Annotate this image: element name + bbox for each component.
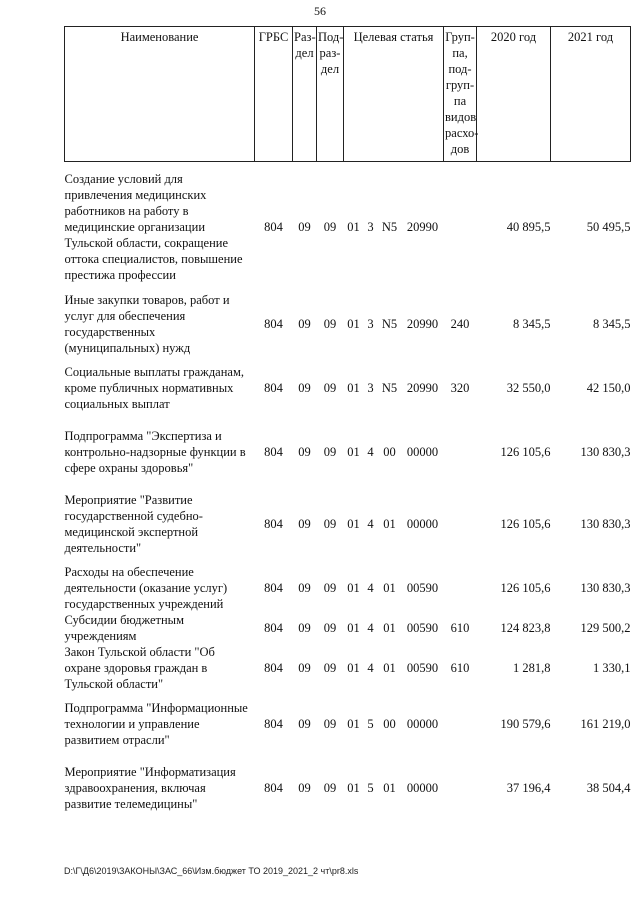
cell-prz: 09 <box>323 219 337 234</box>
cell-t2: 4 <box>367 516 374 531</box>
cell-t2: 3 <box>367 316 374 331</box>
cell-rz: 09 <box>298 516 311 531</box>
cell-rz: 09 <box>298 219 311 234</box>
cell-rz: 09 <box>298 316 311 331</box>
cell-t4: 20990 <box>406 380 439 395</box>
header-2020: 2020 год <box>477 27 551 162</box>
header-grbs: ГРБС <box>255 27 293 162</box>
cell-name: Расходы на обеспечение деятельности (оказание услуг) государственных учреждений <box>64 564 228 611</box>
header-target-article: Целевая статья <box>344 27 444 162</box>
cell-grbs: 804 <box>264 716 283 731</box>
cell-v2020: 37 196,4 <box>506 780 551 795</box>
table-row <box>65 356 631 420</box>
cell-rz: 09 <box>298 716 311 731</box>
cell-v2020: 126 105,6 <box>500 444 551 459</box>
table-row <box>65 484 631 564</box>
cell-name: Закон Тульской области "Об охране здоровья граждан в Тульской области" <box>64 644 215 691</box>
cell-t3: N5 <box>381 219 398 234</box>
cell-prz: 09 <box>323 516 337 531</box>
table-row <box>65 612 631 644</box>
table-row <box>65 292 631 356</box>
header-name: Наименование <box>65 27 255 162</box>
cell-t2: 5 <box>367 716 374 731</box>
cell-t4: 00000 <box>406 716 439 731</box>
cell-t2: 4 <box>367 444 374 459</box>
cell-t4: 00000 <box>406 444 439 459</box>
cell-t4: 20990 <box>406 219 439 234</box>
cell-t3: 00 <box>383 444 396 459</box>
cell-t3: 01 <box>383 780 396 795</box>
cell-prz: 09 <box>323 716 337 731</box>
cell-t2: 3 <box>367 219 374 234</box>
cell-t1: 01 <box>347 444 360 459</box>
cell-name: Иные закупки товаров, работ и услуг для обеспечения государственных (муниципальных) нужд <box>64 292 230 355</box>
cell-prz: 09 <box>323 660 337 675</box>
cell-prz: 09 <box>323 444 337 459</box>
table-row <box>65 756 631 820</box>
cell-grbs: 804 <box>264 620 283 635</box>
cell-t1: 01 <box>347 580 360 595</box>
cell-v2021: 129 500,2 <box>580 620 631 635</box>
cell-prz: 09 <box>323 316 337 331</box>
cell-rz: 09 <box>298 580 311 595</box>
cell-t4: 00590 <box>406 620 439 635</box>
cell-t2: 4 <box>367 620 374 635</box>
cell-v2020: 40 895,5 <box>506 219 551 234</box>
cell-t2: 4 <box>367 580 374 595</box>
cell-rz: 09 <box>298 780 311 795</box>
cell-t3: 01 <box>383 620 396 635</box>
cell-v2021: 161 219,0 <box>580 716 631 731</box>
cell-name: Социальные выплаты гражданам, кроме публичных нормативных социальных выплат <box>64 364 245 411</box>
cell-t4: 20990 <box>406 316 439 331</box>
cell-v2021: 8 345,5 <box>593 316 631 331</box>
cell-name: Мероприятие "Развитие государственной судебно-медицинской экспертной деятельности" <box>64 492 203 555</box>
cell-vr: 610 <box>450 660 470 675</box>
cell-prz: 09 <box>323 620 337 635</box>
cell-grbs: 804 <box>264 380 283 395</box>
cell-t3: N5 <box>381 316 398 331</box>
cell-rz: 09 <box>298 444 311 459</box>
cell-grbs: 804 <box>264 580 283 595</box>
cell-v2021: 50 495,5 <box>586 219 631 234</box>
header-section: Раз-дел <box>293 27 317 162</box>
table-row <box>65 644 631 692</box>
cell-v2020: 126 105,6 <box>500 516 551 531</box>
cell-t2: 4 <box>367 660 374 675</box>
cell-v2020: 1 281,8 <box>513 660 551 675</box>
cell-t1: 01 <box>347 380 360 395</box>
cell-t1: 01 <box>347 316 360 331</box>
table-row <box>65 692 631 756</box>
cell-v2021: 38 504,4 <box>586 780 631 795</box>
cell-v2021: 42 150,0 <box>586 380 631 395</box>
cell-v2021: 1 330,1 <box>593 660 631 675</box>
cell-v2020: 126 105,6 <box>500 580 551 595</box>
cell-name: Подпрограмма "Экспертиза и контрольно-надзорные функции в сфере охраны здоровья" <box>64 428 246 475</box>
cell-rz: 09 <box>298 660 311 675</box>
cell-t1: 01 <box>347 516 360 531</box>
cell-vr <box>444 420 477 484</box>
cell-v2021: 130 830,3 <box>580 516 631 531</box>
cell-t2: 3 <box>367 380 374 395</box>
cell-name: Мероприятие "Информатизация здравоохранения, включая развитие телемедицины" <box>64 764 236 811</box>
cell-t4: 00000 <box>406 516 439 531</box>
cell-vr <box>444 162 477 292</box>
cell-grbs: 804 <box>264 516 283 531</box>
cell-t1: 01 <box>347 660 360 675</box>
cell-grbs: 804 <box>264 316 283 331</box>
table-row <box>65 420 631 484</box>
cell-rz: 09 <box>298 620 311 635</box>
cell-t1: 01 <box>347 780 360 795</box>
cell-prz: 09 <box>323 580 337 595</box>
file-path: D:\Г\Д6\2019\ЗАКОНЫ\ЗАС_66\Изм.бюджет ТО 2019_2021_2 чт\pr8.xls <box>64 866 359 876</box>
cell-t4: 00000 <box>406 780 439 795</box>
cell-v2020: 8 345,5 <box>513 316 551 331</box>
cell-vr: 610 <box>450 620 470 635</box>
cell-t3: 01 <box>383 660 396 675</box>
cell-t1: 01 <box>347 620 360 635</box>
cell-t4: 00590 <box>406 660 439 675</box>
cell-t1: 01 <box>347 716 360 731</box>
cell-grbs: 804 <box>264 444 283 459</box>
cell-t3: 00 <box>383 716 396 731</box>
table-row <box>65 162 631 292</box>
cell-prz: 09 <box>323 780 337 795</box>
header-subsection: Под-раз-дел <box>317 27 344 162</box>
cell-v2021: 130 830,3 <box>580 444 631 459</box>
cell-vr: 320 <box>450 380 470 395</box>
cell-rz: 09 <box>298 380 311 395</box>
cell-vr <box>444 692 477 756</box>
cell-v2020: 190 579,6 <box>500 716 551 731</box>
header-expense-group: Груп-па, под-груп-па видов расхо-дов <box>444 27 477 162</box>
header-row <box>65 27 631 162</box>
cell-t2: 5 <box>367 780 374 795</box>
budget-table <box>64 26 631 820</box>
cell-vr: 240 <box>450 316 470 331</box>
cell-name: Подпрограмма "Информационные технологии и управление развитием отрасли" <box>64 700 248 747</box>
cell-vr <box>444 756 477 820</box>
cell-prz: 09 <box>323 380 337 395</box>
cell-name: Создание условий для привлечения медицинских работников на работу в медицинские организации Тульской области, сокращение оттока специалистов, повышение престижа профессии <box>64 171 243 282</box>
cell-v2020: 124 823,8 <box>500 620 551 635</box>
cell-grbs: 804 <box>264 660 283 675</box>
cell-t3: 01 <box>383 580 396 595</box>
cell-vr <box>444 484 477 564</box>
page-number: 56 <box>314 4 326 18</box>
cell-t3: 01 <box>383 516 396 531</box>
cell-t3: N5 <box>381 380 398 395</box>
cell-v2021: 130 830,3 <box>580 580 631 595</box>
cell-t4: 00590 <box>406 580 439 595</box>
header-2021: 2021 год <box>551 27 631 162</box>
cell-grbs: 804 <box>264 780 283 795</box>
cell-grbs: 804 <box>264 219 283 234</box>
table-row <box>65 564 631 612</box>
cell-v2020: 32 550,0 <box>506 380 551 395</box>
cell-name: Субсидии бюджетным учреждениям <box>64 612 184 643</box>
cell-t1: 01 <box>347 219 360 234</box>
cell-vr <box>444 564 477 612</box>
